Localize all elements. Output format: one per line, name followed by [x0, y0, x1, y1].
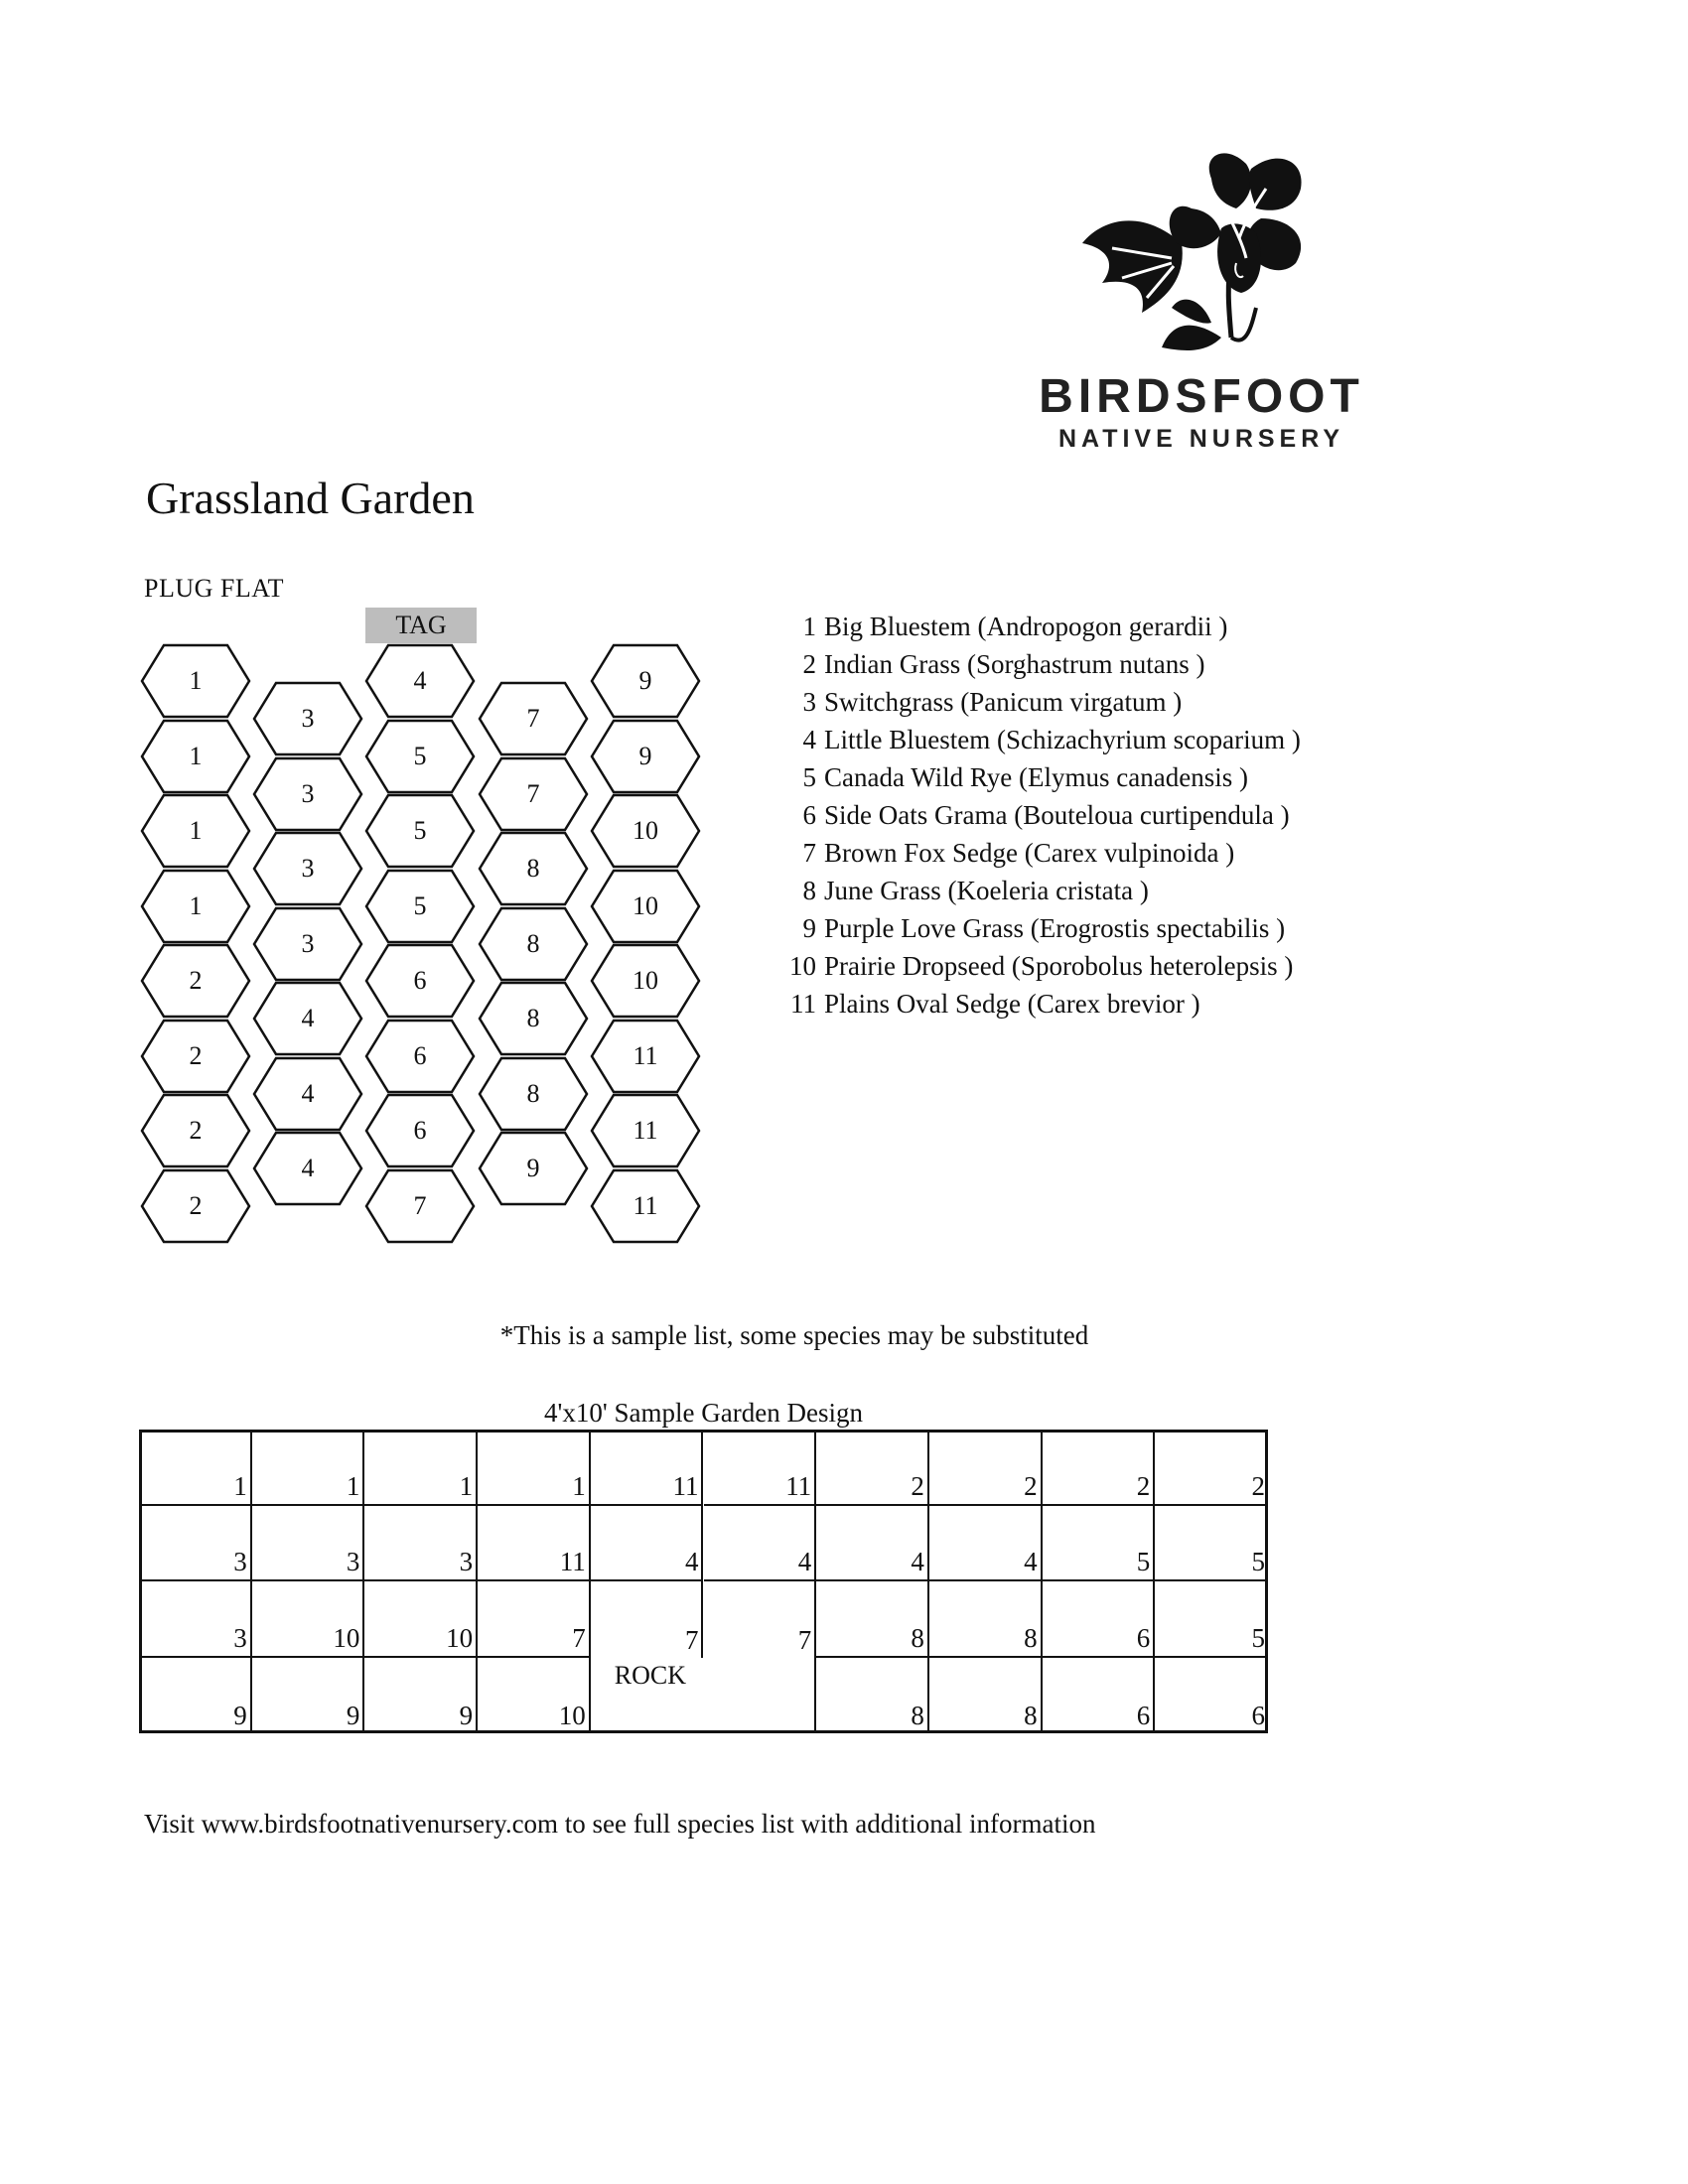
plug-cell-number: 9 [638, 741, 652, 770]
design-cell-number: 11 [559, 1547, 586, 1576]
species-name: Little Bluestem (Schizachyrium scoparium ) [824, 725, 1301, 754]
species-name: Brown Fox Sedge (Carex vulpinoida ) [824, 838, 1235, 868]
species-item [774, 796, 1301, 834]
design-cell-number: 8 [1024, 1701, 1038, 1730]
plug-cell-number: 11 [633, 1190, 658, 1220]
design-cell-number: 6 [1251, 1701, 1265, 1730]
plug-cell [590, 793, 701, 869]
species-item [774, 645, 1301, 683]
plug-cell-number: 8 [526, 928, 540, 958]
plug-cell-number: 7 [526, 704, 540, 733]
plug-cell [140, 643, 251, 719]
plug-cell-number: 10 [633, 966, 658, 995]
plug-cell-number: 3 [301, 928, 315, 958]
design-cell [478, 1430, 591, 1506]
plug-cell [478, 681, 589, 756]
plug-cell [590, 1019, 701, 1094]
plug-cell-number: 9 [638, 666, 652, 695]
species-name: June Grass (Koeleria cristata ) [824, 876, 1149, 905]
species-number: 6 [802, 800, 816, 830]
plug-cell [478, 906, 589, 982]
design-cell [139, 1506, 252, 1582]
design-cell-number: 3 [346, 1547, 360, 1576]
plug-cell-number: 5 [413, 741, 427, 770]
design-cell [478, 1581, 591, 1658]
design-cell-number: 4 [797, 1547, 812, 1576]
design-cell [1155, 1658, 1268, 1734]
design-cell [364, 1658, 478, 1734]
design-cell-number: 3 [459, 1547, 474, 1576]
plug-cell-number: 11 [633, 1040, 658, 1070]
design-cell [364, 1430, 478, 1506]
plug-cell [364, 719, 476, 794]
plug-cell [140, 719, 251, 794]
design-cell [252, 1430, 365, 1506]
species-list [774, 608, 1301, 1023]
brand-tagline: NATIVE NURSERY [1057, 425, 1345, 453]
plug-cell [252, 1056, 363, 1132]
design-cell-number: 9 [233, 1701, 247, 1730]
plug-cell [590, 719, 701, 794]
design-cell [929, 1430, 1043, 1506]
plug-cell-number: 4 [301, 1004, 315, 1032]
design-cell [1043, 1581, 1156, 1658]
design-cell [1043, 1658, 1156, 1734]
plug-cell [364, 869, 476, 944]
tag-label: TAG [365, 608, 477, 643]
plug-cell [252, 906, 363, 982]
species-name: Switchgrass (Panicum virgatum ) [824, 687, 1183, 717]
design-cell-number: 6 [1136, 1622, 1151, 1653]
design-cell [704, 1581, 817, 1658]
design-title: 4'x10' Sample Garden Design [544, 1398, 863, 1428]
design-cell [591, 1581, 704, 1658]
design-cell-number: 7 [684, 1624, 699, 1655]
design-cell-number: 1 [572, 1470, 586, 1501]
plug-cell [140, 793, 251, 869]
plug-cell-number: 8 [526, 1078, 540, 1108]
garden-design-grid [139, 1430, 1268, 1733]
plug-cell [364, 643, 476, 719]
design-cell [704, 1506, 817, 1582]
design-cell [1155, 1430, 1268, 1506]
design-cell [252, 1581, 365, 1658]
plug-cell-number: 1 [189, 816, 203, 845]
species-item [774, 985, 1301, 1023]
design-cell-number: 1 [459, 1470, 474, 1501]
design-cell [1155, 1506, 1268, 1582]
design-cell-number: 8 [911, 1622, 924, 1653]
design-cell-number: 4 [1024, 1547, 1038, 1576]
plug-cell-number: 5 [413, 816, 427, 845]
plug-cell-number: 1 [189, 741, 203, 770]
plug-cell-number: 10 [633, 816, 658, 845]
plug-cell [140, 869, 251, 944]
design-cell [929, 1506, 1043, 1582]
plug-cell-number: 2 [189, 1040, 203, 1070]
plug-cell-number: 7 [413, 1190, 427, 1220]
species-number: 11 [790, 989, 816, 1019]
plug-cell-number: 8 [526, 854, 540, 883]
plug-cell-number: 3 [301, 704, 315, 733]
species-name: Plains Oval Sedge (Carex brevior ) [824, 989, 1200, 1019]
flower-logo-icon [1062, 149, 1340, 367]
plug-flat-label: PLUG FLAT [144, 574, 285, 603]
plug-cell [252, 1131, 363, 1206]
footer-note: Visit www.birdsfootnativenursery.com to see full species list with additional information [144, 1809, 1096, 1839]
page-title: Grassland Garden [146, 473, 475, 523]
species-number: 8 [802, 876, 816, 905]
plug-cell [140, 1019, 251, 1094]
rock-label: ROCK [614, 1660, 687, 1690]
design-cell [139, 1430, 252, 1506]
plug-cell [364, 1168, 476, 1244]
design-cell-number: 9 [346, 1701, 360, 1730]
species-number: 1 [802, 612, 816, 641]
design-cell [704, 1430, 817, 1506]
design-cell-number: 1 [346, 1470, 360, 1501]
plug-cell-number: 1 [189, 890, 203, 920]
plug-cell [590, 869, 701, 944]
design-cell [929, 1581, 1043, 1658]
species-item [774, 758, 1301, 796]
plug-cell-number: 6 [413, 1116, 427, 1145]
design-cell [704, 1658, 817, 1734]
plug-cell-number: 3 [301, 778, 315, 808]
plug-cell [590, 1168, 701, 1244]
plug-cell-number: 7 [526, 778, 540, 808]
design-cell [1155, 1581, 1268, 1658]
substitution-note: *This is a sample list, some species may be substituted [499, 1320, 1089, 1350]
design-cell-number: 3 [233, 1547, 247, 1576]
design-cell [816, 1658, 929, 1734]
design-cell-number: 7 [797, 1624, 812, 1655]
design-cell-number: 4 [684, 1547, 699, 1576]
design-cell-number: 10 [333, 1622, 360, 1653]
species-item [774, 834, 1301, 872]
plug-cell [364, 943, 476, 1019]
plug-cell-number: 3 [301, 854, 315, 883]
plug-cell-number: 4 [413, 666, 427, 695]
species-name: Prairie Dropseed (Sporobolus heterolepsis ) [824, 951, 1294, 981]
design-cell-number: 5 [1251, 1547, 1265, 1576]
design-cell-number: 8 [1024, 1622, 1038, 1653]
design-cell-number: 5 [1251, 1622, 1265, 1653]
design-cell [478, 1658, 591, 1734]
plug-cell [364, 1093, 476, 1168]
species-item [774, 909, 1301, 947]
plug-cell [252, 681, 363, 756]
species-name: Indian Grass (Sorghastrum nutans ) [824, 649, 1205, 679]
species-number: 10 [789, 951, 816, 981]
plug-cell [140, 943, 251, 1019]
design-cell [252, 1506, 365, 1582]
plug-cell [252, 756, 363, 832]
design-cell-number: 11 [785, 1470, 812, 1501]
plug-cell-number: 6 [413, 1040, 427, 1070]
species-number: 5 [802, 762, 816, 792]
brand-name [1013, 372, 1390, 454]
plug-cell [590, 943, 701, 1019]
plug-cell [140, 1168, 251, 1244]
plug-cell-number: 2 [189, 966, 203, 995]
design-cell [591, 1430, 704, 1506]
design-cell [1043, 1506, 1156, 1582]
plug-cell [252, 981, 363, 1056]
design-cell-number: 6 [1136, 1701, 1151, 1730]
plug-cell [478, 831, 589, 906]
plug-cell [478, 1131, 589, 1206]
design-cell [591, 1506, 704, 1582]
species-number: 7 [802, 838, 816, 868]
design-cell-number: 7 [572, 1622, 586, 1653]
plug-cell [478, 981, 589, 1056]
design-cell-number: 2 [1024, 1470, 1038, 1501]
design-cell [364, 1506, 478, 1582]
design-cell-number: 2 [1136, 1470, 1151, 1501]
plug-cell [478, 756, 589, 832]
design-cell-number: 9 [459, 1701, 474, 1730]
design-cell-number: 5 [1136, 1547, 1151, 1576]
plug-cell [364, 1019, 476, 1094]
plug-cell [140, 1093, 251, 1168]
plug-cell-number: 5 [413, 890, 427, 920]
plug-cell [590, 643, 701, 719]
design-cell [816, 1581, 929, 1658]
species-item [774, 947, 1301, 985]
species-name: Side Oats Grama (Bouteloua curtipendula ) [824, 800, 1290, 830]
species-name: Big Bluestem (Andropogon gerardii ) [824, 612, 1228, 641]
design-cell [478, 1506, 591, 1582]
species-item [774, 683, 1301, 721]
plug-cell-number: 11 [633, 1116, 658, 1145]
species-item [774, 608, 1301, 645]
plug-cell [590, 1093, 701, 1168]
design-cell [816, 1506, 929, 1582]
plug-cell-number: 1 [189, 666, 203, 695]
design-cell [364, 1581, 478, 1658]
species-number: 3 [802, 687, 816, 717]
plug-cell-number: 4 [301, 1154, 315, 1182]
species-number: 2 [802, 649, 816, 679]
plug-cell-number: 6 [413, 966, 427, 995]
species-number: 4 [802, 725, 816, 754]
species-item [774, 721, 1301, 758]
species-number: 9 [802, 913, 816, 943]
design-cell [816, 1430, 929, 1506]
design-cell-number: 3 [233, 1622, 247, 1653]
design-cell [252, 1658, 365, 1734]
design-cell-number: 1 [233, 1470, 247, 1501]
design-cell-number: 2 [911, 1470, 924, 1501]
design-cell-number: 4 [911, 1547, 924, 1576]
design-cell-number: 8 [911, 1701, 924, 1730]
plug-cell [252, 831, 363, 906]
design-cell-number: 10 [558, 1701, 586, 1730]
design-cell [139, 1658, 252, 1734]
design-cell-number: 2 [1251, 1470, 1265, 1501]
plug-cell-number: 4 [301, 1078, 315, 1108]
design-cell [139, 1581, 252, 1658]
brand-title: BIRDSFOOT [1039, 370, 1364, 423]
plug-cell [364, 793, 476, 869]
plug-cell-number: 8 [526, 1004, 540, 1032]
design-cell-number: 10 [446, 1622, 474, 1653]
species-name: Canada Wild Rye (Elymus canadensis ) [824, 762, 1248, 792]
plug-cell-number: 2 [189, 1116, 203, 1145]
design-cell [929, 1658, 1043, 1734]
plug-cell-number: 2 [189, 1190, 203, 1220]
design-cell [1043, 1430, 1156, 1506]
design-cell-number: 11 [672, 1470, 699, 1501]
plug-cell [478, 1056, 589, 1132]
species-item [774, 872, 1301, 909]
species-name: Purple Love Grass (Erogrostis spectabilis ) [824, 913, 1286, 943]
plug-cell-number: 10 [633, 890, 658, 920]
brand-logo [1013, 149, 1390, 453]
plug-cell-number: 9 [526, 1154, 540, 1182]
